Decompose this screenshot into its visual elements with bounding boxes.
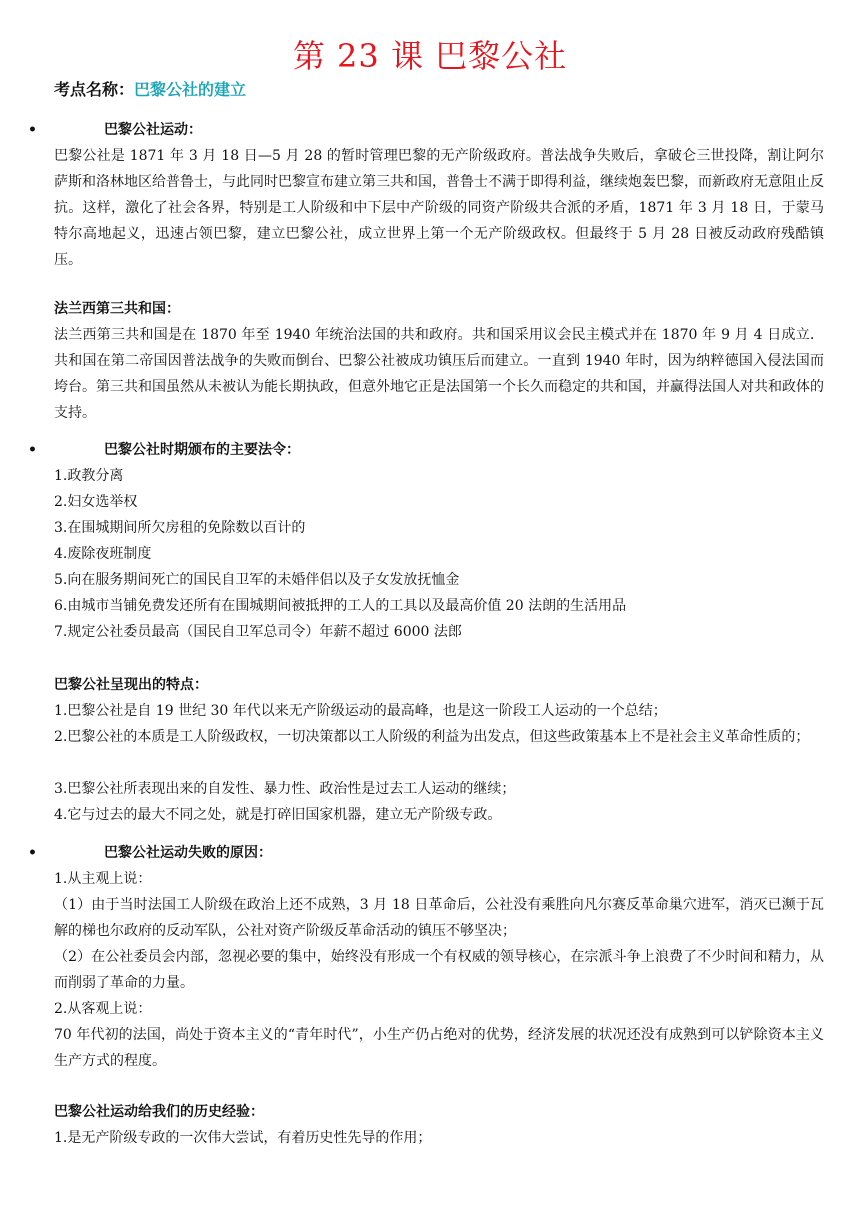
heading-text: 巴黎公社运动失败的原因： <box>104 845 272 861</box>
list-item: 2.巴黎公社的本质是工人阶级政权，一切决策都以工人阶级的利益为出发点，但这些政策基本上不是社会主义革命性质的； <box>54 729 810 745</box>
heading-text: 巴黎公社运动： <box>104 122 202 138</box>
list-item: 1.巴黎公社是自 19 世纪 30 年代以来无产阶级运动的最高峰，也是这一阶段工人运动的一个总结； <box>54 703 667 719</box>
paragraph-third-republic: 法兰西第三共和国是在 1870 年至 1940 年统治法国的共和政府。共和国采用议会民主模式并在 1870 年 9 月 4 日成立．共和国在第二帝国因普法战争的失败而倒台、巴黎公社被成功镇压后而建立。一直到 1940 年时，因为纳粹德国入侵法国而垮台。第三共和国虽然从未被认为能长期执政，但意外地它正是法国第一个长久而稳定的共和国，并赢得法国人对共和政体的支持。 <box>54 327 824 421</box>
list-item: 3.巴黎公社所表现出来的自发性、暴力性、政治性是过去工人运动的继续； <box>54 781 516 797</box>
list-item: 3.在围城期间所欠房租的免除数以百计的 <box>54 520 306 536</box>
section-heading-decrees <box>28 437 300 463</box>
list-item: 2.妇女选举权 <box>54 494 138 510</box>
bullet-icon: • <box>28 845 37 861</box>
list-item: 1.政教分离 <box>54 468 124 484</box>
list-item: 4.废除夜班制度 <box>54 546 152 562</box>
bullet-icon: • <box>28 442 37 458</box>
bullet-icon: • <box>28 122 37 138</box>
section-heading-third-republic: 法兰西第三共和国： <box>54 301 180 317</box>
paragraph-objective: 70 年代初的法国，尚处于资本主义的“青年时代”，小生产仍占绝对的优势，经济发展的状况还没有成熟到可以铲除资本主义生产方式的程度。 <box>54 1027 824 1069</box>
subheading-objective: 2.从客观上说： <box>54 1001 152 1017</box>
section-heading-features: 巴黎公社呈现出的特点： <box>54 677 208 693</box>
paragraph-reason-1: （1）由于当时法国工人阶级在政治上还不成熟，3 月 18 日革命后，公社没有乘胜向凡尔赛反革命巢穴进军，消灭已濒于瓦解的梯也尔政府的反动军队，公社对资产阶级反革命活动的镇压不够坚决； <box>54 897 824 939</box>
subheading-subjective: 1.从主观上说： <box>54 871 152 887</box>
paragraph-paris-commune: 巴黎公社是 1871 年 3 月 18 日—5 月 28 的暂时管理巴黎的无产阶级政府。普法战争失败后，拿破仑三世投降，割让阿尔萨斯和洛林地区给普鲁士，与此同时巴黎宣布建立第三共和国，普鲁士不满于即得利益，继续炮轰巴黎，而新政府无意阻止反抗。这样，激化了社会各界，特别是工人阶级和中下层中产阶级的同资产阶级共合派的矛盾，1871 年 3 月 18 日，于蒙马特尔高地起义，迅速占领巴黎，建立巴黎公社，成立世界上第一个无产阶级政权。但最终于 5 月 28 日被反动政府残酷镇压。 <box>54 148 824 268</box>
kaodian-label: 考点名称： <box>54 80 135 99</box>
paragraph-reason-2: （2）在公社委员会内部，忽视必要的集中，始终没有形成一个有权威的领导核心，在宗派斗争上浪费了不少时间和精力，从而削弱了革命的力量。 <box>54 949 824 991</box>
list-item: 1.是无产阶级专政的一次伟大尝试，有着历史性先导的作用； <box>54 1130 432 1146</box>
list-item: 5.向在服务期间死亡的国民自卫军的未婚伴侣以及子女发放抚恤金 <box>54 572 460 588</box>
kaodian-line <box>54 78 246 102</box>
heading-text: 巴黎公社时期颁布的主要法令： <box>104 442 300 458</box>
kaodian-value: 巴黎公社的建立 <box>134 80 247 99</box>
page-title: 第 23 课 巴黎公社 <box>292 37 568 75</box>
list-item: 4.它与过去的最大不同之处，就是打碎旧国家机器，建立无产阶级专政。 <box>54 807 502 823</box>
section-heading-paris-commune <box>28 117 202 143</box>
section-heading-lessons: 巴黎公社运动给我们的历史经验： <box>54 1104 264 1120</box>
list-item: 6.由城市当铺免费发还所有在围城期间被抵押的工人的工具以及最高价值 20 法朗的生活用品 <box>54 598 627 614</box>
section-heading-failure-reasons <box>28 840 272 866</box>
list-item: 7.规定公社委员最高（国民自卫军总司令）年薪不超过 6000 法郎 <box>54 624 462 640</box>
